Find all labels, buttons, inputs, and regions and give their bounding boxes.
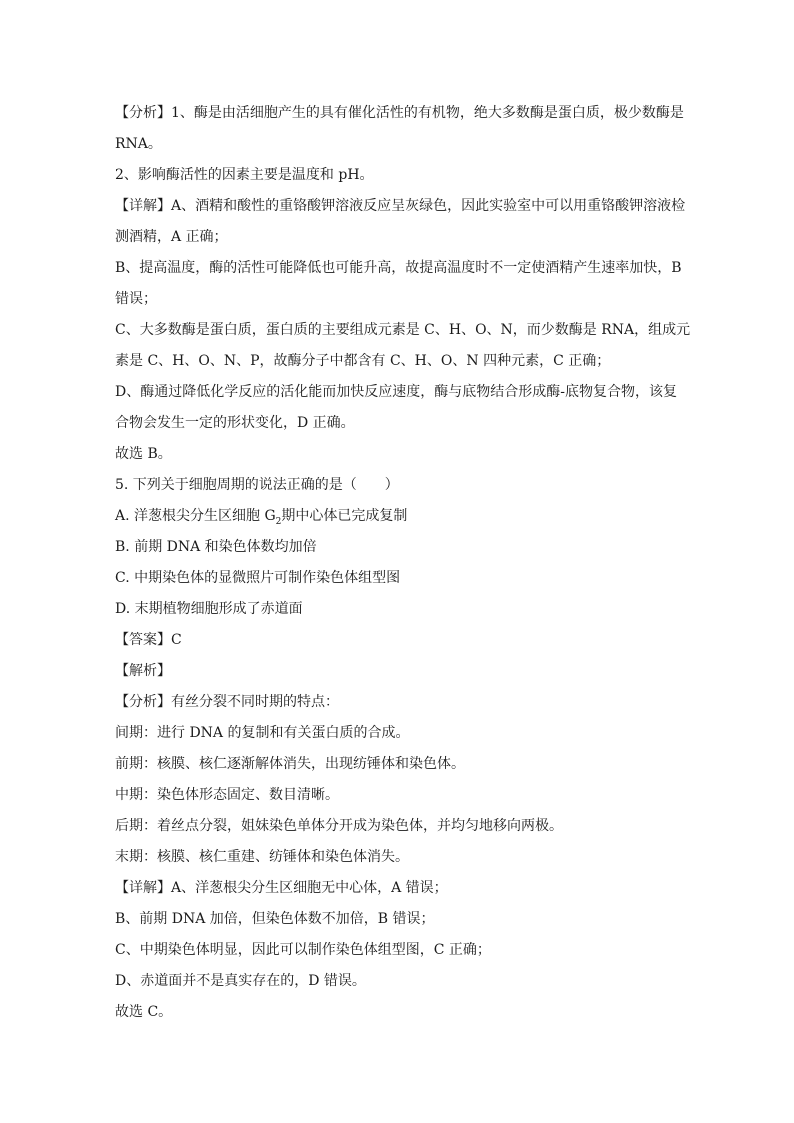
detail-line-2: 测酒精，A 正确；: [115, 229, 228, 245]
answer-choice-line-2: 故选 C。: [115, 1004, 173, 1020]
analysis-line-2: RNA。: [115, 136, 162, 152]
analysis-2-line-6: 末期：核膜、核仁重建、纺锤体和染色体消失。: [115, 849, 409, 865]
detail-line-8: 合物会发生一定的形状变化，D 正确。: [115, 415, 355, 431]
option-c: C. 中期染色体的显微照片可制作染色体组型图: [115, 570, 401, 586]
answer-label: 【答案】C: [115, 632, 182, 648]
analysis-2-line-2: 间期：进行 DNA 的复制和有关蛋白质的合成。: [115, 725, 410, 741]
question-5-stem: 5. 下列关于细胞周期的说法正确的是（ ）: [115, 477, 399, 493]
analysis-2-line-1: 【分析】有丝分裂不同时期的特点：: [115, 694, 339, 710]
analysis-2-line-3: 前期：核膜、核仁逐渐解体消失，出现纺锤体和染色体。: [115, 756, 465, 772]
detail-line-3: B、提高温度，酶的活性可能降低也可能升高，故提高温度时不一定使酒精产生速率加快，B: [115, 260, 682, 276]
detail-line-1: 【详解】A、酒精和酸性的重铬酸钾溶液反应呈灰绿色，因此实验室中可以用重铬酸钾溶液检: [115, 198, 686, 214]
detail-2-line-3: C、中期染色体明显，因此可以制作染色体组型图，C 正确；: [115, 942, 491, 958]
answer-choice-line: 故选 B。: [115, 446, 172, 462]
option-a-text: A. 洋葱根尖分生区细胞 G: [115, 508, 276, 524]
analysis-line-1: 【分析】1、酶是由活细胞产生的具有催化活性的有机物，绝大多数酶是蛋白质，极少数酶是: [115, 105, 684, 121]
detail-line-6: 素是 C、H、O、N、P，故酶分子中都含有 C、H、O、N 四种元素，C 正确；: [115, 353, 611, 369]
detail-2-line-2: B、前期 DNA 加倍，但染色体数不加倍，B 错误；: [115, 911, 435, 927]
detail-2-line-4: D、赤道面并不是真实存在的，D 错误。: [115, 973, 366, 989]
option-a-subscript: 2: [275, 516, 282, 527]
option-a-tail: 期中心体已完成复制: [281, 508, 408, 524]
detail-line-7: D、酶通过降低化学反应的活化能而加快反应速度，酶与底物结合形成酶-底物复合物，该复: [115, 384, 677, 400]
analysis-2-line-5: 后期：着丝点分裂，姐妹染色单体分开成为染色体，并均匀地移向两极。: [115, 818, 563, 834]
option-a: [115, 506, 694, 526]
option-b: B. 前期 DNA 和染色体数均加倍: [115, 539, 317, 555]
detail-line-5: C、大多数酶是蛋白质，蛋白质的主要组成元素是 C、H、O、N，而少数酶是 RNA，组成元: [115, 322, 691, 338]
detail-2-line-1: 【详解】A、洋葱根尖分生区细胞无中心体，A 错误；: [115, 880, 448, 896]
detail-line-4: 错误；: [115, 291, 157, 307]
option-d: D. 末期植物细胞形成了赤道面: [115, 601, 303, 617]
explanation-label: 【解析】: [115, 663, 171, 679]
analysis-2-line-4: 中期：染色体形态固定、数目清晰。: [115, 787, 339, 803]
analysis-line-3: 2、影响酶活性的因素主要是温度和 pH。: [115, 167, 374, 183]
